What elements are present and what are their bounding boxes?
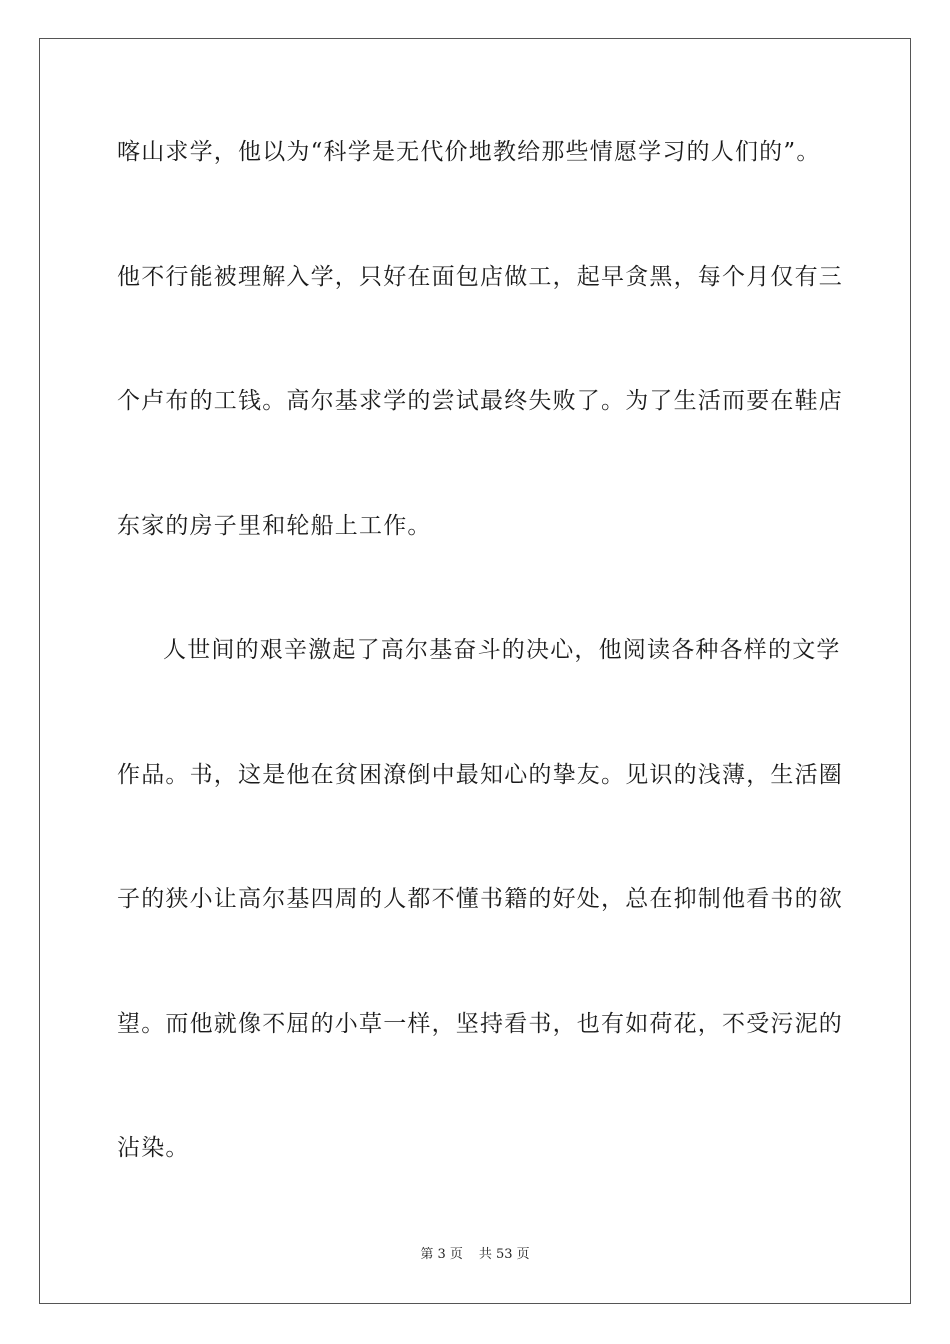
page-footer bbox=[0, 1246, 950, 1264]
page-border bbox=[39, 38, 911, 1304]
paragraph-first-line: 人世间的艰辛激起了高尔基奋斗的决心，他阅读各种各样的文学 bbox=[163, 637, 841, 663]
text-line: 个卢布的工钱。高尔基求学的尝试最终失败了。为了生活而要在鞋店 bbox=[117, 388, 843, 414]
text-line: 望。而他就像不屈的小草一样，坚持看书，也有如荷花，不受污泥的 bbox=[117, 1011, 843, 1037]
page-total: 共 53 页 bbox=[478, 1247, 530, 1262]
text-line: 东家的房子里和轮船上工作。 bbox=[117, 513, 432, 539]
text-line: 他不行能被理解入学，只好在面包店做工，起早贪黑，每个月仅有三 bbox=[117, 264, 843, 290]
text-line: 沾染。 bbox=[117, 1135, 190, 1161]
text-line: 喀山求学，他以为“科学是无代价地教给那些情愿学习的人们的”。 bbox=[117, 139, 821, 165]
page-number: 第 3 页 bbox=[420, 1247, 463, 1262]
text-line: 作品。书，这是他在贫困潦倒中最知心的挚友。见识的浅薄，生活圈 bbox=[117, 762, 843, 788]
text-line: 子的狭小让高尔基四周的人都不懂书籍的好处，总在抑制他看书的欲 bbox=[117, 886, 843, 912]
